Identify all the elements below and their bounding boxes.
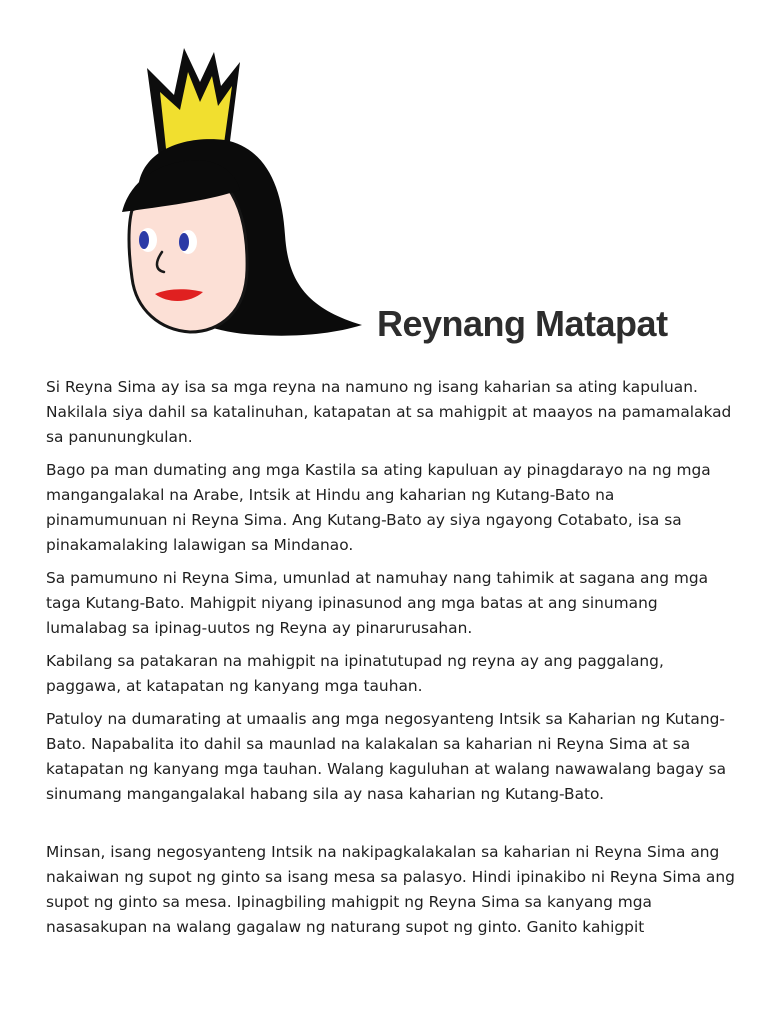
paragraph: Minsan, isang negosyanteng Intsik na nakipagkalakalan sa kaharian ni Reyna Sima ang nakaiwan ng supot ng ginto sa isang mesa sa palasyo. Hindi ipinakibo ni Reyna Sima ang supot ng ginto sa mesa. Ipinagbiling mahigpit ng Reyna Sima sa kanyang mga nasasakupan na walang gagalaw ng naturang supot ng ginto. Ganito kahigpit [46,843,735,936]
queen-with-crown-icon [100,40,370,345]
paragraph: Sa pamumuno ni Reyna Sima, umunlad at namuhay nang tahimik at sagana ang mga taga Kutang-Bato. Mahigpit niyang ipinasunod ang mga batas at ang sinumang lumalabag sa ipinag-uutos ng Reyna ay pinarurusahan. [46,569,709,637]
face [129,188,247,332]
paragraph: Si Reyna Sima ay isa sa mga reyna na namuno ng isang kaharian sa ating kapuluan. Nakilala siya dahil sa katalinuhan, katapatan at sa mahigpit at maayos na pamamalakad sa panunungkulan. [46,378,732,446]
left-eye [139,231,149,249]
document-title: Reynang Matapat [377,303,668,344]
document-body [46,375,736,948]
paragraph: Patuloy na dumarating at umaalis ang mga negosyanteng Intsik sa Kaharian ng Kutang-Bato. Napabalita ito dahil sa maunlad na kalakalan sa kaharian ni Reyna Sima at sa katapatan ng kanyang mga tauhan. Walang kaguluhan at walang nawawalang bagay sa sinumang mangangalakal habang sila ay nasa kaharian ng Kutang-Bato. [46,710,727,803]
paragraph: Bago pa man dumating ang mga Kastila sa ating kapuluan ay pinagdarayo na ng mga mangangalakal na Arabe, Intsik at Hindu ang kaharian ng Kutang-Bato na pinamumunuan ni Reyna Sima. Ang Kutang-Bato ay siya ngayong Cotabato, isa sa pinakamalaking lalawigan sa Mindanao. [46,461,711,554]
right-eye [179,233,189,251]
paragraph: Kabilang sa patakaran na mahigpit na ipinatutupad ng reyna ay ang paggalang, paggawa, at katapatan ng kanyang mga tauhan. [46,652,664,695]
